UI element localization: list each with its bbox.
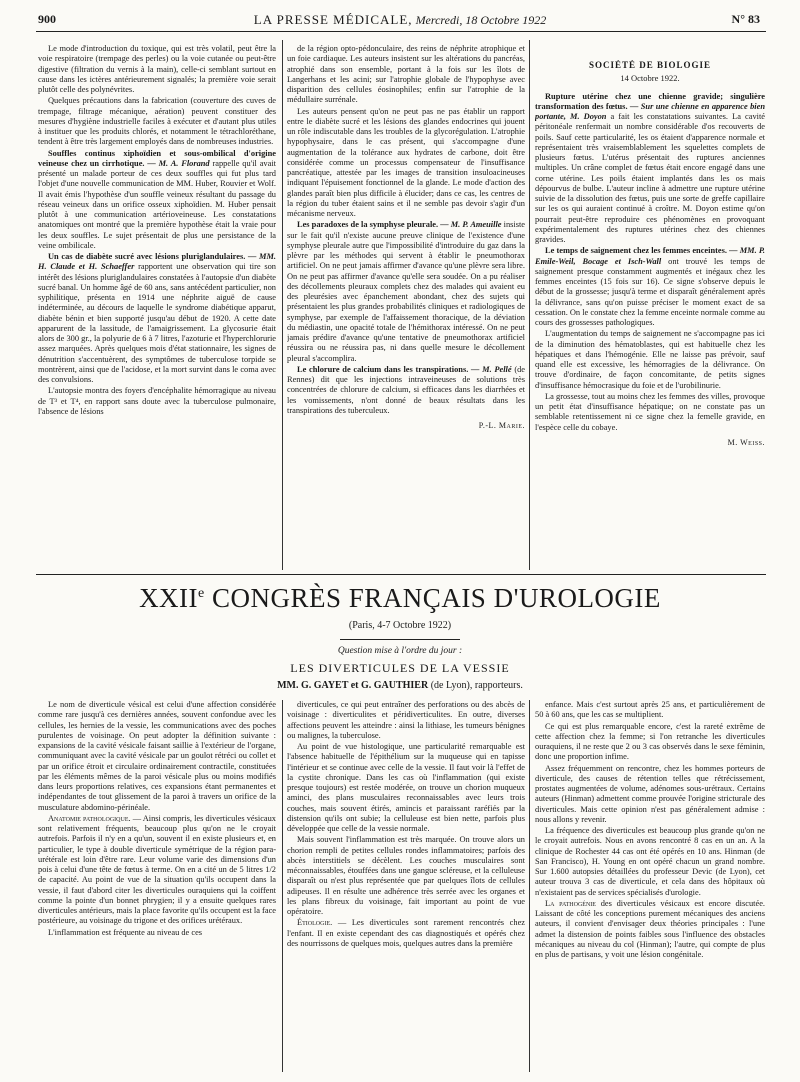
lower-column-2 bbox=[287, 700, 525, 1072]
article-title: Le chlorure de calcium dans les transpirations. bbox=[297, 364, 469, 374]
article-author: — M. P. Ameuille bbox=[440, 220, 502, 230]
congress-title-text: CONGRÈS FRANÇAIS D'UROLOGIE bbox=[204, 583, 661, 613]
signature: M. Weiss. bbox=[727, 437, 765, 447]
article-author: — MM. H. Claude et H. Schaeffer bbox=[38, 252, 276, 272]
paragraph: Mais souvent l'inflammation est très marquée. On trouve alors un chorion rempli de petites cellules rondes inflammatoires; parfois des abcès interstitiels se décèlent. Les couches musculaires sont méconnaissables, étouffées dans une gangue scléreuse, et la celluleuse disparaît ou n'est plus représentée que par quelques îlots de cellules adipeuses. Il en résulte une adhérence très serrée avec les organes et les plans fibreux du voisinage, fait important au point de vue opératoire. bbox=[287, 835, 525, 916]
article-text: rapportent une observation qui tire son intérêt des lésions pluriglandulaires constatées à l'autopsie d'un diabète sucré banal. Un homme âgé de 60 ans, sans antécédent particulier, non syphilitique, présenta en 1914 une néphrite aiguë de cause indéterminée, au décours de laquelle le syndrome diabétique apparut, diabète bénin et bien supporté jusqu'au début de 1920. A cette date apparurent de la lassitude, de l'amaigrissement. La glycosurie était alors de 300 gr., la polyurie de 6 à 7 litres, l'azoturie et l'hyperchlorurie assez marquées. Après quelques mois d'état stationnaire, les signes de dénutrition s'accentuèrent, des symptômes de tuberculose torpide se montrèrent, ainsi que de l'acidose, et la mort survint dans le coma avec des convulsions. bbox=[38, 262, 276, 384]
paragraph: diverticules, ce qui peut entraîner des perforations ou des abcès de voisinage : diverticulites et péridiverticulites. En outre, diverses affections peuvent les atteindre : ainsi la lithiase, les tumeurs bénignes ou malignes, la tuberculose. bbox=[287, 700, 525, 740]
article-author: — M. Pellé bbox=[471, 364, 512, 374]
page-number: 900 bbox=[38, 12, 56, 26]
section-anatomie bbox=[38, 814, 276, 927]
paragraph: Le mode d'introduction du toxique, qui est très volatil, peut être la voie respiratoire (trempage des perles) ou la voie cutanée ou peut-être digestive (filtration du vernis à la main), celle-ci semblant surtout en cause dans les ictères antérieurement signalés; la première voie serait plutôt celle des polynévrites. bbox=[38, 44, 276, 94]
section-title: Étiologie. bbox=[297, 918, 333, 928]
paragraph: L'autopsie montra des foyers d'encéphalite hémorragique au niveau de T³ et T⁴, en rapport sans doute avec la tuberculose pulmonaire, l'absence de lésions bbox=[38, 386, 276, 416]
section-etiologie bbox=[287, 918, 525, 949]
lower-column-1 bbox=[38, 700, 276, 1072]
article-diabete bbox=[38, 252, 276, 385]
congress-title-number: XXII bbox=[139, 583, 199, 613]
article-title: Le temps de saignement chez les femmes enceintes. bbox=[545, 246, 727, 256]
article-symphyse bbox=[287, 220, 525, 364]
paragraph: L'augmentation du temps de saignement ne s'accompagne pas ici de la diminution des hématoblastes, qui est habituelle chez les hépatiques et dans l'hémogénie. Elle ne laisse pas prévoir, sauf quand elle est excessive, les hémorragies de la délivrance. On trouve d'ordinaire, de façon concomitante, de petits signes d'insuffisance hémocrasique du foie et de l'urobilinurie. bbox=[535, 329, 765, 390]
section-text: — Ainsi compris, les diverticules vésicaux sont relativement fréquents, beaucoup plus qu'on ne le croyait autrefois. Parfois il n'y en a qu'un, souvent il en existe plusieurs et, en particulier, le type à double diverticule symétrique de la région para-urétérale est loin d'être rare. Leur volume varie des dimensions d'un pois à celui d'une tête de fœtus à terme. On en a cité un de 5 litres 1/2 de capacité. Au point de vue de la situation qu'ils occupent dans la vessie, il faut d'abord citer les diverticules ouraquiens qui la coiffent comme la pointe d'un bonnet phrygien; il y a ensuite quelques rares diverticules antérieurs, mais la place favorite qu'ils occupent est la face postérieure, au voisinage du trigone et des orifices urétéraux. bbox=[38, 813, 276, 926]
congress-title bbox=[0, 583, 800, 614]
rapporteurs bbox=[0, 680, 800, 691]
section-pathogenie bbox=[535, 899, 765, 961]
article-text: (de Rennes) dit que les injections intraveineuses de solutions très concentrées de chlorure de calcium, si efficaces dans les diarrhées et les vomissements, n'ont donné de beaux résultats dans les transpirations des tuberculeux. bbox=[287, 364, 525, 415]
paragraph: Au point de vue histologique, une particularité remarquable est l'absence habituelle de l'épithélium sur la muqueuse qui en tapisse l'intérieur et se continue avec celle de la vessie. Il faut voir là l'effet de la cystite chronique. Dans les cas où l'inflammation (qui existe presque toujours) est restée modérée, on trouve un chorion muqueux aminci, des plans musculaires reconnaissables avec leurs trois couches, mais souvent étirés, amincis et paraissant raréfiés par la distension qu'ils ont subie; la celluleuse est bien nette, parfois plus développée que celle de la vessie normale. bbox=[287, 742, 525, 833]
section-text: des diverticules vésicaux est encore discutée. Laissant de côté les conceptions purement mécaniques des anciens auteurs, il convient d'envisager deux théories principales : l'une admet la distension de points faibles sous l'influence des obstacles mécaniques au niveau du col (Hinman); l'autre, qui compte de plus en plus de partisans, y voit une lésion congénitale. bbox=[535, 898, 765, 959]
article-chlorure bbox=[287, 365, 525, 416]
column-divider bbox=[282, 40, 283, 570]
paragraph: Ce qui est plus remarquable encore, c'est la rareté extrême de cette affection chez la femme; si l'on retranche les diverticules ouraquiens, il ne reste que 2 ou 3 cas observés dans le sexe féminin, donc une proportion infime. bbox=[535, 721, 765, 762]
paragraph: L'inflammation est fréquente au niveau de ces bbox=[48, 927, 203, 937]
question-line: Question mise à l'ordre du jour : bbox=[337, 646, 463, 656]
short-rule bbox=[340, 639, 460, 640]
paragraph: Le nom de diverticule vésical est celui d'une affection considérée comme rare jusqu'à ces dernières années, souvent confondue avec les cellules, les hernies de la vessie, les communications avec des poches purulentes de voisinage. On peut adopter la définition suivante : expansions de la cavité vésicale faisant saillie à l'extérieur de l'organe, communiquant avec la cavité vésicale par un goulot rétréci ou collet et par un orifice étroit et circulaire ordinairement contractile, constituées par les éléments mêmes de la paroi vésicale plus ou moins modifiés dans leurs proportions relatives, ces expansions étant permanentes et indépendantes de tout glissement de la paroi à travers un orifice de la musculature abdomino-périnéale. bbox=[38, 700, 276, 812]
paragraph: Assez fréquemment on rencontre, chez les hommes porteurs de diverticule, des causes de rétention telles que rétrécissement, prostates augmentées de volume, adénomes sous-urétraux. Certains auteurs (Hinman) admettent comme prouvée l'origine stricturale des diverticules. Mais cette opinion n'est pas généralement admise : nous allons y revenir. bbox=[535, 763, 765, 824]
paragraph: de la région opto-pédonculaire, des reins de néphrite atrophique et un foie cardiaque. Les auteurs insistent sur les altérations du pancréas, atrophié dans son ensemble, portant à la fois sur les îlots de Langerhans et les acini; sur l'atrophie globale de l'hypophyse avec disparition des cellules éosinophiles; enfin sur l'atrophie de la médullaire surrénale. bbox=[287, 44, 525, 105]
paragraph: La grossesse, tout au moins chez les femmes des villes, provoque un petit état d'insuffisance hépatique; on ne constate pas un semblable retentissement ni ce signe chez la femelle gravide, en l'espèce celle du cobaye. bbox=[535, 391, 765, 432]
congress-place: (Paris, 4-7 Octobre 1922) bbox=[348, 620, 452, 631]
society-heading: SOCIÉTÉ DE BIOLOGIE bbox=[588, 60, 712, 70]
authors: MM. G. GAYET et G. GAUTHIER bbox=[277, 680, 429, 691]
article-text: insiste sur le fait qu'il n'existe aucune preuve clinique de l'existence d'une symphyse pleurale autre que l'impossibilité d'introduire du gaz dans la plèvre par les méthodes qui servent à établir le pneumothorax artificiel. On ne peut jamais affirmer d'avance qu'une plèvre sera libre. On ne peut pas affirmer d'avance qu'elle sera soudée. On a pu réaliser des décollements pleuraux complets chez des malades qui avaient eu des pleurésies avec épanchement abondant, chez des sujets qui présentaient les plus grandes probabilités cliniques et radiologiques de symphyse, par exemple de l'affaissement thoracique, de la déviation du médiastin, une opacité totale de l'hémithorax intéressé. On ne peut jamais prédire d'avance qu'une tentative de pneumothorax artificiel réussira ou ne réussira pas, ni dans quelle mesure le décollement pleural s'accomplira. bbox=[287, 220, 525, 363]
article-author: — MM. P. Emile-Weil, Bocage et Isch-Wall bbox=[535, 246, 765, 266]
running-header bbox=[0, 12, 800, 30]
topic-heading: LES DIVERTICULES DE LA VESSIE bbox=[290, 661, 510, 675]
column-3 bbox=[535, 60, 765, 570]
issue-number: N° 83 bbox=[731, 12, 760, 26]
article-author: — M. A. Florand bbox=[147, 158, 210, 168]
article-text: ont trouvé les temps de saignement presque constamment augmentés et inégaux chez les femmes enceintes (15 fois sur 16). Ce signe s'observe depuis le début de la grossesse; jusqu'à terme et disparaît généralement après la délivrance, sans qu'on puisse préciser le moment exact de sa cessation. On le constate chez la femme enceinte normale comme au cours des grossesses pathologiques. bbox=[535, 256, 765, 327]
article-rupture bbox=[535, 92, 765, 246]
column-1 bbox=[38, 44, 276, 569]
article-title: Rupture utérine chez une chienne gravide; singulière transformation des fœtus. bbox=[535, 91, 765, 111]
paragraph: Les auteurs pensent qu'on ne peut pas ne pas établir un rapport entre le diabète sucré et les lésions des glandes endocrines qui jouent un rôle indiscutable dans les troubles de la glycorégulation. L'atrophie hypophysaire, dans le cas présent, qui s'accompagne d'une augmentation de la tolérance aux hydrates de carbone, doit être considérée comme un processus compensateur de l'insuffisance pancréatique, attestée par les images de transition insuloacineuses indiquant l'épuisement fonctionnel de la glande. Le mode d'action des glandes paraît bien plus difficile à élucider; dans ce cas, les centres de la région du tuber étaient sains et il ne semble pas devoir s'agir d'un mécanisme nerveux. bbox=[287, 106, 525, 218]
society-date: 14 Octobre 1922. bbox=[620, 73, 680, 84]
section-title: Anatomie pathologique. bbox=[48, 813, 131, 823]
journal-title: LA PRESSE MÉDICALE, bbox=[253, 12, 413, 27]
lower-column-3 bbox=[535, 700, 765, 1072]
article-title: Souffles continus xiphoïdien et sous-ombilical d'origine veineuse chez un cirrhotique. bbox=[38, 148, 276, 168]
paragraph: Quelques précautions dans la fabrication (couverture des cuves de trempage, filtrage mécanique, aération) peuvent constituer des mesures d'hygiène industrielle faciles à exécuter et d'autant plus utiles à instituer que les produits chlorés, et notamment le tétrachloréthane, tendent à être très largement employés dans de nombreuses industries. bbox=[38, 96, 276, 147]
paragraph: La fréquence des diverticules est beaucoup plus grande qu'on ne le croyait autrefois. Nous en avons rencontré 8 cas en un an. A la clinique de Rochester 44 cas ont été opérés en 10 ans. Hinman (de San Francisco), H. Young en ont opéré chacun un grand nombre. Sur 1.600 autopsies détaillées du professeur Devic (de Lyon), cet auteur trouva 3 cas de diverticule, et cela dans des hôpitaux où n'existaient pas de services spécialisés d'urologie. bbox=[535, 826, 765, 897]
signature: P.-L. Marie. bbox=[478, 421, 525, 430]
section-title: La pathogénie bbox=[545, 898, 596, 908]
article-title: Les paradoxes de la symphyse pleurale. bbox=[297, 220, 439, 230]
column-divider bbox=[282, 700, 283, 1072]
congress-title-sup: e bbox=[198, 586, 205, 601]
authors-tail: (de Lyon), rapporteurs. bbox=[428, 680, 523, 691]
paragraph: enfance. Mais c'est surtout après 25 ans, et particulièrement de 50 à 60 ans, que les cas se multiplient. bbox=[535, 700, 765, 720]
column-divider bbox=[529, 40, 530, 570]
column-divider bbox=[529, 700, 530, 1072]
column-2 bbox=[287, 44, 525, 569]
article-saignement bbox=[535, 246, 765, 328]
section-rule bbox=[36, 574, 766, 575]
header-rule bbox=[36, 31, 766, 32]
issue-date: Mercredi, 18 Octobre 1922 bbox=[415, 13, 547, 27]
section-text: — Les diverticules sont rarement rencontrés chez l'enfant. Il en existe cependant des cas diagnostiqués et opérés chez des nourrissons de quelques mois, quelques autres dans la première bbox=[287, 918, 525, 948]
article-souffles bbox=[38, 149, 276, 252]
article-author: — Sur une chienne en apparence bien portante, M. Doyon bbox=[535, 101, 765, 121]
article-text: a fait les constatations suivantes. La cavité péritonéale renfermait un nombre considérable d'os recouverts de poils. Sauf cette particularité, les os étaient d'apparence normale et représentaient très vraisemblablement les squelettes complets de plusieurs fœtus. L'utérus présentait des ruptures anciennes multiples. Un crâne complet de fœtus était encore engagé dans une corne utérine. Les poils étaient implantés dans les os mais dépourvus de bulbe. L'auteur incline à admettre une rupture utérine suivie de la dissolution des fœtus, puis une sorte de greffe capillaire sur les os qui auraient continué à croître. M. Doyon estime qu'on pourrait peut-être reproduire ces phénomènes en provoquant expérimentalement des ruptures utérines chez des chiennes gravides. bbox=[535, 112, 765, 244]
article-title: Un cas de diabète sucré avec lésions pluriglandulaires. bbox=[48, 252, 246, 261]
article-text: rappelle qu'il avait présenté un malade porteur de ces deux souffles qui fut plus tard l'objet d'une nouvelle communication de MM. Huber, Rouvier et Wolf. Il avait émis l'hypothèse d'un souffle veineux résultant du passage du réseau veineux dans un orifice osseux xiphoïdien. M. Huber pensait plutôt à une communication artérioveineuse. Les constatations anatomiques ont montré que la première hypothèse était la vraie pour les deux souffles. Le sujet présentait de plus une persistance de la veine ombilicale. bbox=[38, 158, 276, 250]
